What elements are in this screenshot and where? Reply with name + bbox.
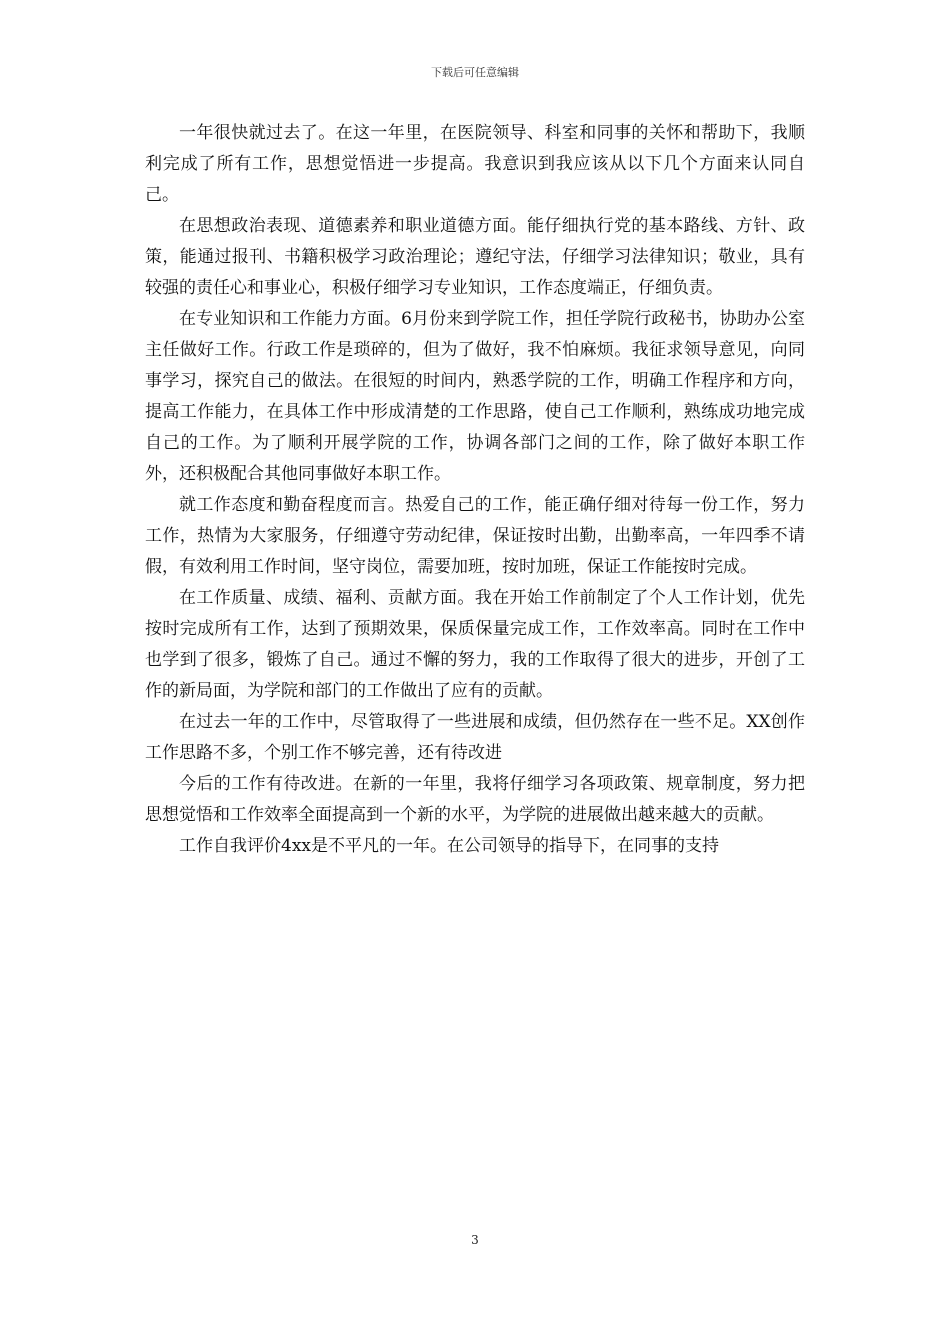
document-body xyxy=(145,118,805,862)
page-header: 下载后可任意编辑 xyxy=(431,66,519,79)
paragraph: 在过去一年的工作中，尽管取得了一些进展和成绩，但仍然存在一些不足。XX创作工作思路不多，个别工作不够完善，还有待改进 xyxy=(145,712,805,763)
paragraph: 在专业知识和工作能力方面。6月份来到学院工作，担任学院行政秘书，协助办公室主任做好工作。行政工作是琐碎的，但为了做好，我不怕麻烦。我征求领导意见，向同事学习，探究自己的做法。在很短的时间内，熟悉学院的工作，明确工作程序和方向，提高工作能力，在具体工作中形成清楚的工作思路，使自己工作顺利，熟练成功地完成自己的工作。为了顺利开展学院的工作，协调各部门之间的工作，除了做好本职工作外，还积极配合其他同事做好本职工作。 xyxy=(145,309,805,484)
paragraph: 工作自我评价4xx是不平凡的一年。在公司领导的指导下，在同事的支持 xyxy=(179,836,719,856)
paragraph: 在工作质量、成绩、福利、贡献方面。我在开始工作前制定了个人工作计划，优先按时完成所有工作，达到了预期效果，保质保量完成工作，工作效率高。同时在工作中也学到了很多，锻炼了自己。通过不懈的努力，我的工作取得了很大的进步，开创了工作的新局面，为学院和部门的工作做出了应有的贡献。 xyxy=(145,588,805,701)
paragraph: 一年很快就过去了。在这一年里，在医院领导、科室和同事的关怀和帮助下，我顺利完成了所有工作，思想觉悟进一步提高。我意识到我应该从以下几个方面来认同自己。 xyxy=(145,123,805,205)
paragraph: 在思想政治表现、道德素养和职业道德方面。能仔细执行党的基本路线、方针、政策，能通过报刊、书籍积极学习政治理论；遵纪守法，仔细学习法律知识；敬业，具有较强的责任心和事业心，积极仔细学习专业知识，工作态度端正，仔细负责。 xyxy=(145,216,805,298)
paragraph: 今后的工作有待改进。在新的一年里，我将仔细学习各项政策、规章制度，努力把思想觉悟和工作效率全面提高到一个新的水平，为学院的进展做出越来越大的贡献。 xyxy=(145,774,805,825)
page-number: 3 xyxy=(471,1233,479,1247)
paragraph: 就工作态度和勤奋程度而言。热爱自己的工作，能正确仔细对待每一份工作，努力工作，热情为大家服务，仔细遵守劳动纪律，保证按时出勤，出勤率高，一年四季不请假，有效利用工作时间，坚守岗位，需要加班，按时加班，保证工作能按时完成。 xyxy=(145,495,805,577)
